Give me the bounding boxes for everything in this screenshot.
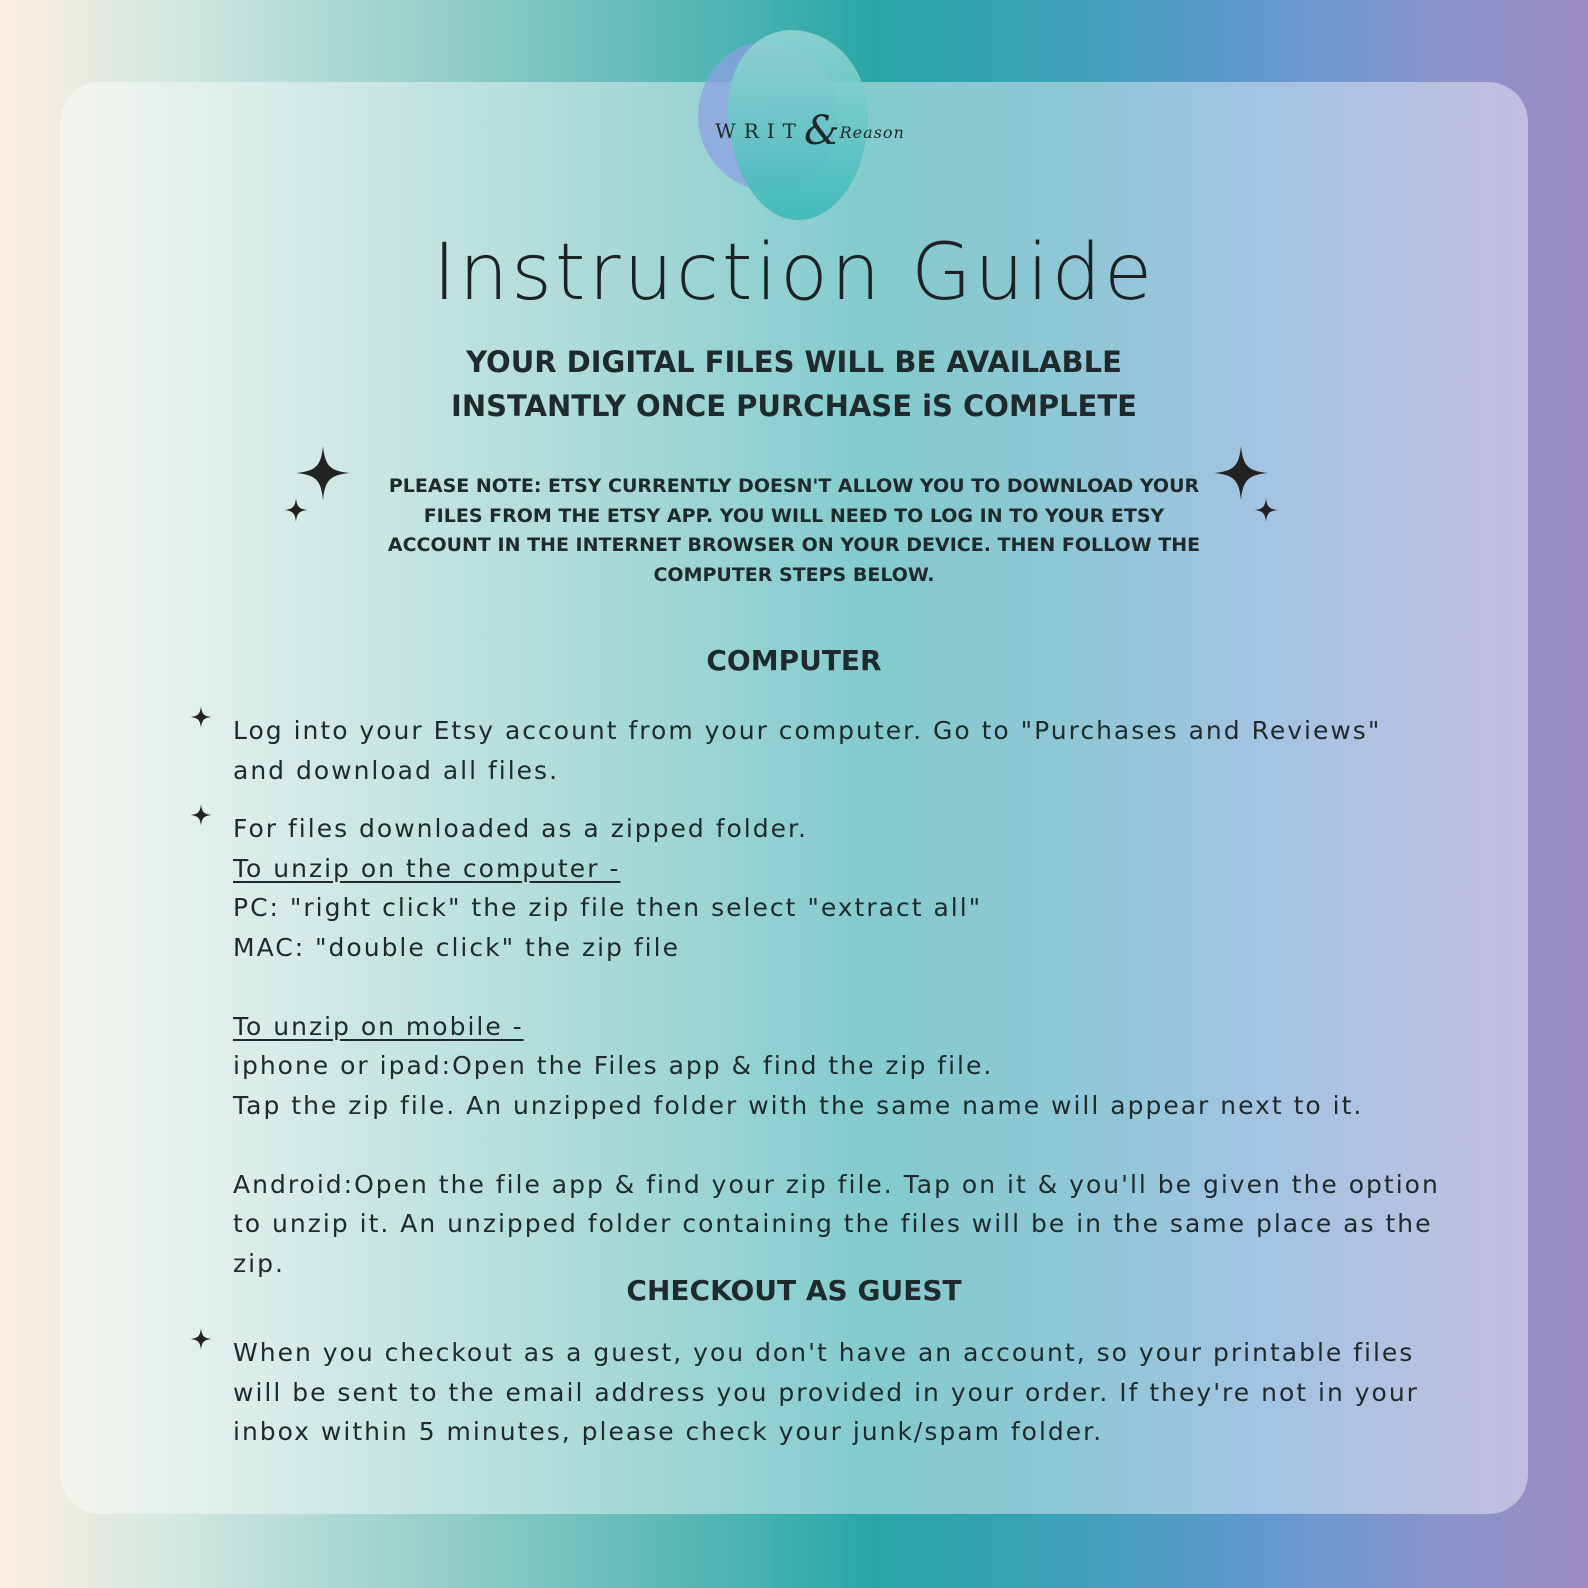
- logo-wordmark: [690, 108, 930, 154]
- note-line-1: PLEASE NOTE: ETSY CURRENTLY DOESN'T ALLOW YOU TO DOWNLOAD YOUR: [388, 475, 1200, 497]
- bullet-sparkle-icon: [190, 706, 212, 728]
- guest-line-3: inbox within 5 minutes, please check your junk/spam folder.: [233, 1417, 1104, 1446]
- logo-ampersand: &: [804, 108, 840, 154]
- unzip-mobile-heading: To unzip on mobile -: [233, 1011, 524, 1041]
- computer-heading: COMPUTER: [706, 644, 882, 677]
- android-instruction-1: Android:Open the file app & find your zip file. Tap on it & you'll be given the option: [233, 1169, 1440, 1199]
- subtitle-line-1: YOUR DIGITAL FILES WILL BE AVAILABLE: [466, 345, 1122, 379]
- step1-line-1: Log into your Etsy account from your computer. Go to "Purchases and Reviews": [233, 716, 1382, 745]
- bullet-sparkle-icon: [190, 804, 212, 826]
- sparkle-small-left-icon: [284, 498, 308, 522]
- sparkle-small-right-icon: [1254, 498, 1278, 522]
- guest-line-1: When you checkout as a guest, you don't have an account, so your printable files: [233, 1338, 1415, 1367]
- brand-logo: [690, 28, 910, 223]
- bullet-sparkle-icon: [190, 1328, 212, 1350]
- android-instruction-3: zip.: [233, 1248, 285, 1278]
- step1-line-2: and download all files.: [233, 755, 560, 785]
- computer-step-2: [233, 809, 1523, 1283]
- availability-subtitle: [0, 340, 1588, 428]
- note-line-4: COMPUTER STEPS BELOW.: [653, 563, 935, 586]
- etsy-app-note: [374, 472, 1214, 590]
- iphone-instruction-1: iphone or ipad:Open the Files app & find the zip file.: [233, 1051, 994, 1080]
- guest-heading: CHECKOUT AS GUEST: [626, 1274, 962, 1307]
- unzip-computer-heading: To unzip on the computer -: [233, 853, 621, 883]
- mac-instruction: MAC: "double click" the zip file: [233, 932, 680, 962]
- computer-step-1: [233, 711, 1523, 790]
- note-line-2: FILES FROM THE ETSY APP. YOU WILL NEED TO LOG IN TO YOUR ETSY: [423, 504, 1165, 527]
- step2-intro: For files downloaded as a zipped folder.: [233, 814, 808, 843]
- android-instruction-2: to unzip it. An unzipped folder containing the files will be in the same place as the: [233, 1209, 1433, 1238]
- note-line-3: ACCOUNT IN THE INTERNET BROWSER ON YOUR DEVICE. THEN FOLLOW THE: [387, 534, 1201, 556]
- pc-instruction: PC: "right click" the zip file then select "extract all": [233, 893, 983, 922]
- subtitle-line-2: INSTANTLY ONCE PURCHASE iS COMPLETE: [451, 389, 1137, 423]
- guest-instructions: [233, 1333, 1523, 1452]
- logo-text-right: Reason: [839, 123, 905, 142]
- sparkle-large-right-icon: [1214, 446, 1268, 500]
- logo-text-left: WRIT: [715, 119, 805, 143]
- page-title: Instruction Guide: [432, 228, 1156, 318]
- guest-line-2: will be sent to the email address you provided in your order. If they're not in your: [233, 1377, 1419, 1407]
- sparkle-large-left-icon: [296, 446, 350, 500]
- iphone-instruction-2: Tap the zip file. An unzipped folder with the same name will appear next to it.: [233, 1090, 1364, 1120]
